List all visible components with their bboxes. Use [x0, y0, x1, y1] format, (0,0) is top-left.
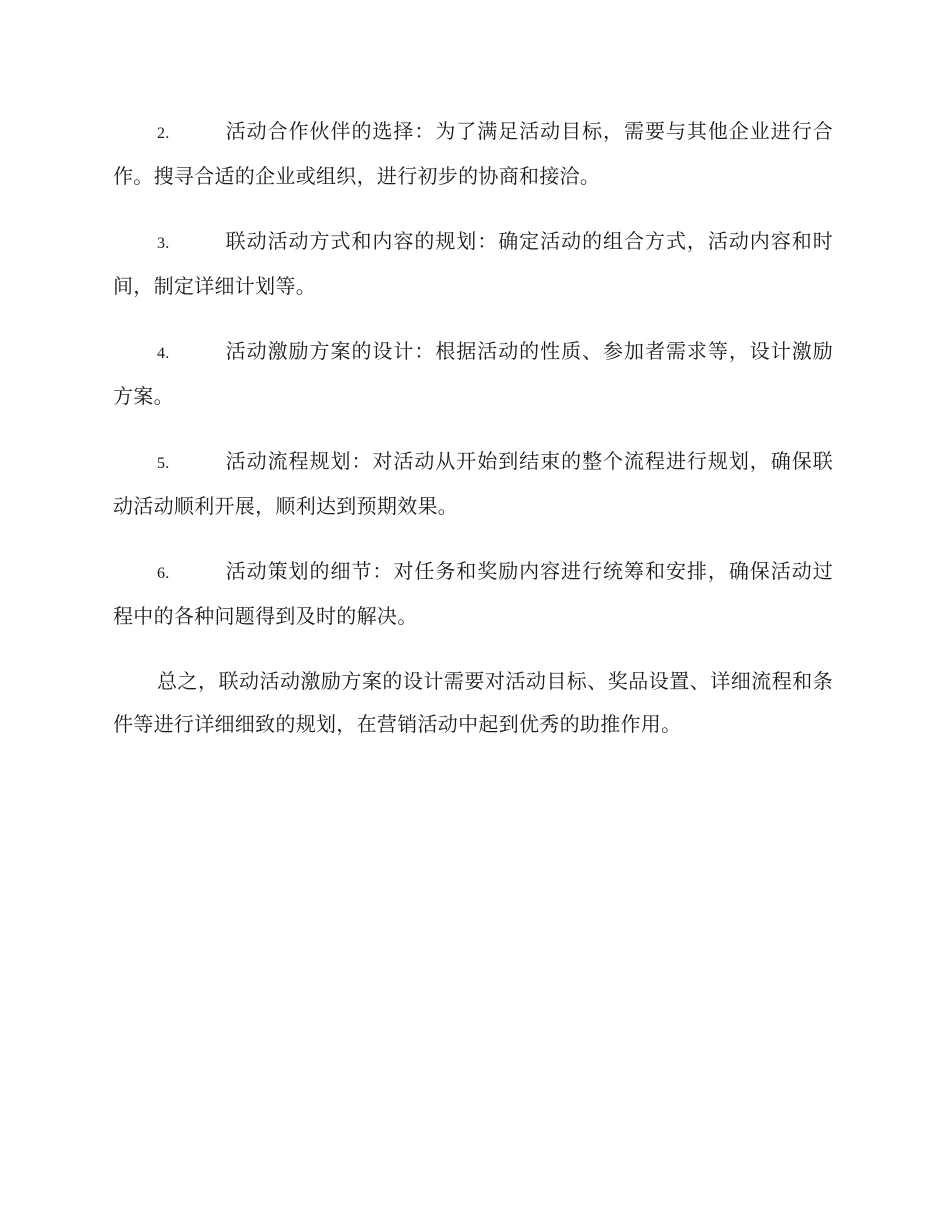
- list-item-number: 6.: [157, 565, 170, 582]
- list-item: [113, 220, 833, 308]
- list-item: [113, 440, 833, 528]
- summary-paragraph: 总之，联动活动激励方案的设计需要对活动目标、奖品设置、详细流程和条件等进行详细细致的规划，在营销活动中起到优秀的助推作用。: [113, 669, 833, 736]
- list-item-text: 活动策划的细节：对任务和奖励内容进行统筹和安排，确保活动过程中的各种问题得到及时的解决。: [113, 559, 833, 628]
- document-page: [113, 110, 833, 746]
- list-item-text: 活动合作伙伴的选择：为了满足活动目标，需要与其他企业进行合作。搜寻合适的企业或组织，进行初步的协商和接洽。: [113, 119, 833, 188]
- list-item-text: 联动活动方式和内容的规划：确定活动的组合方式，活动内容和时间，制定详细计划等。: [113, 229, 833, 298]
- list-item-number: 4.: [157, 345, 170, 362]
- list-item: [113, 110, 833, 198]
- list-item-number: 3.: [157, 235, 170, 252]
- list-item-number: 2.: [157, 125, 170, 142]
- list-item: [113, 330, 833, 418]
- list-item-text: 活动流程规划：对活动从开始到结束的整个流程进行规划，确保联动活动顺利开展，顺利达到预期效果。: [113, 449, 833, 518]
- list-item-text: 活动激励方案的设计：根据活动的性质、参加者需求等，设计激励方案。: [113, 339, 833, 408]
- list-item: [113, 550, 833, 638]
- list-item-number: 5.: [157, 455, 170, 472]
